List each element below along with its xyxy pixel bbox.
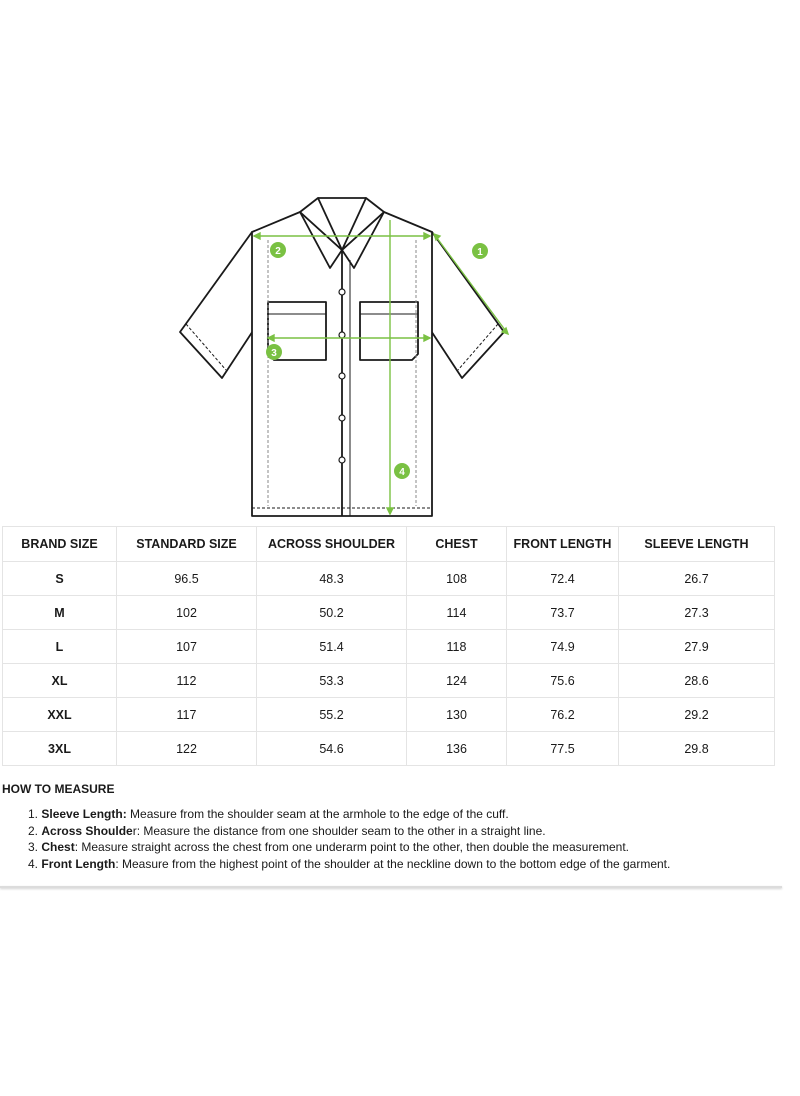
svg-text:4: 4 — [399, 467, 405, 478]
size-cell: 3XL — [3, 732, 117, 766]
table-cell: 114 — [407, 596, 507, 630]
table-cell: 75.6 — [507, 664, 619, 698]
table-row — [3, 596, 775, 630]
size-cell: S — [3, 562, 117, 596]
table-cell: 122 — [117, 732, 257, 766]
how-to-measure-title: HOW TO MEASURE — [2, 782, 115, 796]
table-cell: 124 — [407, 664, 507, 698]
term-front-length: Front Length — [41, 856, 116, 871]
divider — [0, 886, 782, 888]
table-cell: 102 — [117, 596, 257, 630]
header-across-shoulder: ACROSS SHOULDER — [257, 527, 407, 562]
header-standard-size: STANDARD SIZE — [117, 527, 257, 562]
svg-text:1: 1 — [477, 247, 483, 258]
table-cell: 50.2 — [257, 596, 407, 630]
list-item: 3. Chest: Measure straight across the chest from one underarm point to the other, then double the measurement. — [28, 840, 630, 854]
table-row — [3, 562, 775, 596]
term-chest: Chest — [41, 840, 75, 854]
table-cell: 29.2 — [619, 698, 775, 732]
table-cell: 96.5 — [117, 562, 257, 596]
table-row — [3, 698, 775, 732]
how-to-measure-list — [28, 806, 768, 872]
table-cell: 51.4 — [257, 630, 407, 664]
short-sleeve-shirt-icon — [180, 198, 504, 516]
table-cell: 28.6 — [619, 664, 775, 698]
size-cell: M — [3, 596, 117, 630]
header-chest: CHEST — [407, 527, 507, 562]
list-item: 2. Across Shoulder: Measure the distance from one shoulder seam to the other in a straight line. — [28, 823, 546, 838]
table-row — [3, 664, 775, 698]
size-cell: XXL — [3, 698, 117, 732]
table-cell: 108 — [407, 562, 507, 596]
table-header-row — [3, 527, 775, 562]
table-cell: 73.7 — [507, 596, 619, 630]
table-cell: 26.7 — [619, 562, 775, 596]
term-sleeve-length: Sleeve Length: — [41, 807, 127, 821]
table-cell: 27.9 — [619, 630, 775, 664]
table-cell: 117 — [117, 698, 257, 732]
header-brand-size: BRAND SIZE — [3, 527, 117, 562]
size-chart-table — [2, 526, 775, 766]
header-sleeve-length: SLEEVE LENGTH — [619, 527, 775, 562]
table-cell: 55.2 — [257, 698, 407, 732]
table-cell: 29.8 — [619, 732, 775, 766]
list-item: 4. Front Length: Measure from the highest point of the shoulder at the neckline down to the bottom edge of the garment. — [28, 856, 671, 871]
table-cell: 48.3 — [257, 562, 407, 596]
table-cell: 27.3 — [619, 596, 775, 630]
shirt-diagram — [170, 190, 530, 520]
table-cell: 112 — [117, 664, 257, 698]
size-cell: L — [3, 630, 117, 664]
table-cell: 76.2 — [507, 698, 619, 732]
table-cell: 107 — [117, 630, 257, 664]
table-cell: 77.5 — [507, 732, 619, 766]
table-cell: 54.6 — [257, 732, 407, 766]
term-across-shoulder: Across Shoulde — [41, 823, 133, 838]
size-cell: XL — [3, 664, 117, 698]
table-cell: 53.3 — [257, 664, 407, 698]
table-cell: 74.9 — [507, 630, 619, 664]
header-front-length: FRONT LENGTH — [507, 527, 619, 562]
table-cell: 118 — [407, 630, 507, 664]
svg-text:2: 2 — [275, 246, 281, 257]
table-cell: 130 — [407, 698, 507, 732]
list-item: 1. Sleeve Length: Measure from the shoulder seam at the armhole to the edge of the cuff. — [28, 807, 509, 821]
svg-text:3: 3 — [271, 348, 277, 359]
table-row — [3, 630, 775, 664]
table-cell: 72.4 — [507, 562, 619, 596]
table-cell: 136 — [407, 732, 507, 766]
table-row — [3, 732, 775, 766]
